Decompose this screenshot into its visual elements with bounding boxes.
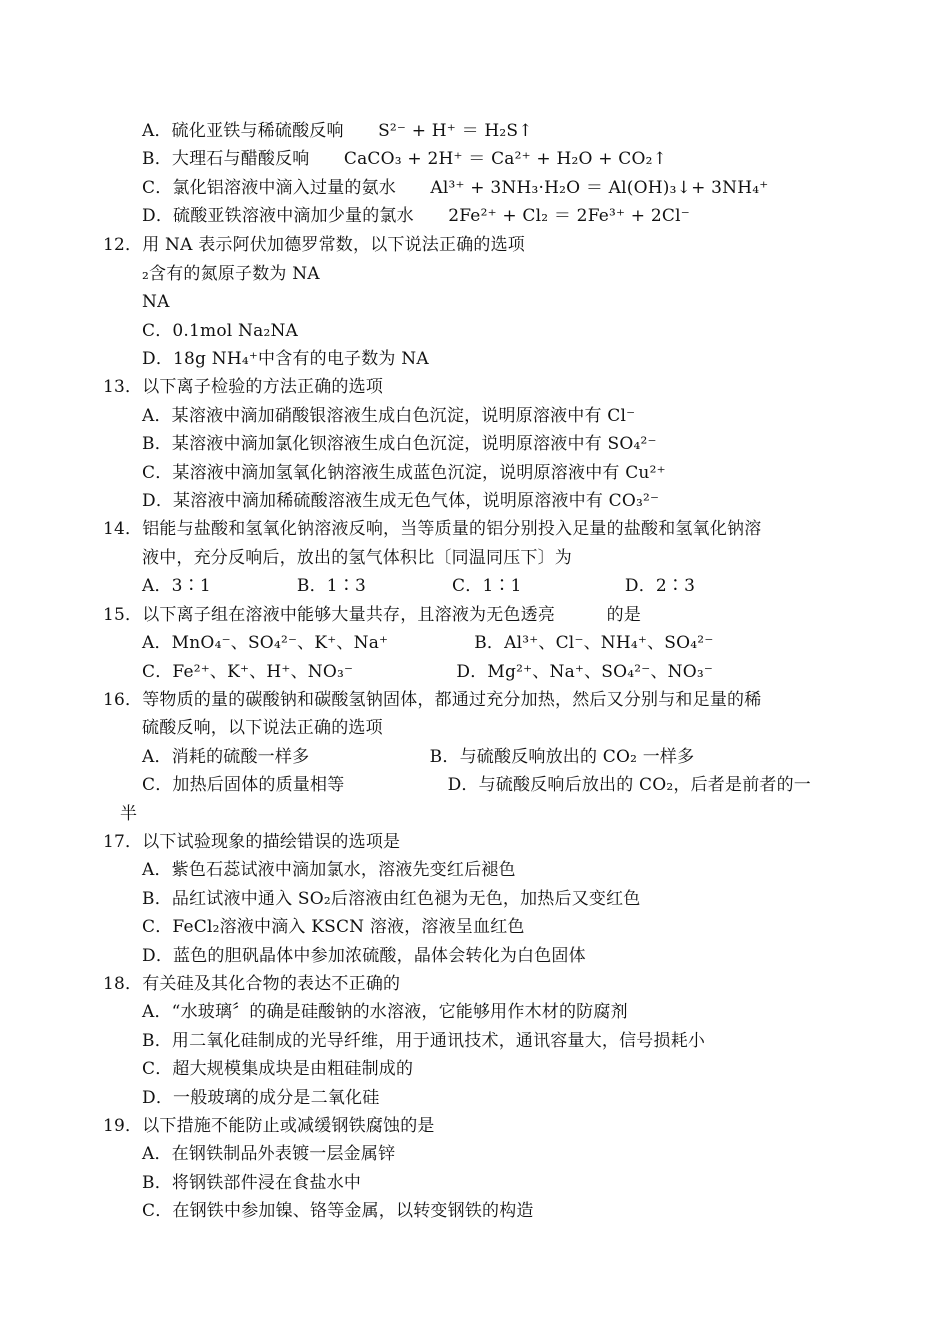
answer-option: A．3∶1 B．1∶3 C．1∶1 D．2∶3 xyxy=(142,576,696,596)
answer-option: A．硫化亚铁与稀硫酸反响 S²⁻ + H⁺ ＝ H₂S↑ xyxy=(142,121,533,141)
text-line: 液中，充分反响后，放出的氢气体积比〔同温同压下〕为 xyxy=(142,548,572,568)
question-stem: 19．以下措施不能防止或减缓钢铁腐蚀的是 xyxy=(103,1116,435,1136)
answer-option: B．用二氧化硅制成的光导纤维，用于通讯技术，通讯容量大，信号损耗小 xyxy=(142,1031,706,1051)
answer-option: B．品红试液中通入 SO₂后溶液由红色褪为无色，加热后又变红色 xyxy=(142,889,641,909)
text-line: 半 xyxy=(120,804,138,824)
question-stem: 15．以下离子组在溶液中能够大量共存，且溶液为无色透亮 的是 xyxy=(103,605,642,625)
answer-option: C．在钢铁中参加镍、铬等金属，以转变钢铁的构造 xyxy=(142,1201,534,1221)
answer-option: D．18g NH₄⁺中含有的电子数为 NA xyxy=(142,349,429,369)
question-stem: 17．以下试验现象的描绘错误的选项是 xyxy=(103,832,401,852)
answer-option: A．某溶液中滴加硝酸银溶液生成白色沉淀，说明原溶液中有 Cl⁻ xyxy=(142,406,636,426)
answer-option: B．某溶液中滴加氯化钡溶液生成白色沉淀，说明原溶液中有 SO₄²⁻ xyxy=(142,434,657,454)
question-stem: 13．以下离子检验的方法正确的选项 xyxy=(103,377,384,397)
answer-option: NA xyxy=(142,292,170,312)
text-line: 硫酸反响，以下说法正确的选项 xyxy=(142,718,383,738)
answer-option: A．“水玻璃〞的确是硅酸钠的水溶液，它能够用作木材的防腐剂 xyxy=(142,1002,628,1022)
answer-option: C．加热后固体的质量相等 D．与硫酸反响后放出的 CO₂，后者是前者的一 xyxy=(142,775,811,795)
answer-option: C．氯化铝溶液中滴入过量的氨水 Al³⁺ + 3NH₃·H₂O ＝ Al(OH)₃↓+ 3NH₄⁺ xyxy=(142,178,769,198)
question-stem: 12．用 NA 表示阿伏加德罗常数，以下说法正确的选项 xyxy=(103,235,525,255)
answer-option: A．消耗的硫酸一样多 B．与硫酸反响放出的 CO₂ 一样多 xyxy=(142,747,695,767)
question-stem: 14．铝能与盐酸和氢氧化钠溶液反响，当等质量的铝分别投入足量的盐酸和氢氧化钠溶 xyxy=(103,519,762,539)
answer-option: A．MnO₄⁻、SO₄²⁻、K⁺、Na⁺ B．Al³⁺、Cl⁻、NH₄⁺、SO₄²⁻ xyxy=(142,633,714,653)
answer-option: C．FeCl₂溶液中滴入 KSCN 溶液，溶液呈血红色 xyxy=(142,917,525,937)
answer-option: A．在钢铁制品外表镀一层金属锌 xyxy=(142,1144,396,1164)
answer-option: C．Fe²⁺、K⁺、H⁺、NO₃⁻ D．Mg²⁺、Na⁺、SO₄²⁻、NO₃⁻ xyxy=(142,662,714,682)
answer-option: D．某溶液中滴加稀硫酸溶液生成无色气体，说明原溶液中有 CO₃²⁻ xyxy=(142,491,660,511)
answer-option: C．超大规模集成块是由粗硅制成的 xyxy=(142,1059,414,1079)
answer-option: D．蓝色的胆矾晶体中参加浓硫酸，晶体会转化为白色固体 xyxy=(142,946,586,966)
answer-option: B．将钢铁部件浸在食盐水中 xyxy=(142,1173,362,1193)
answer-option: A．紫色石蕊试液中滴加氯水，溶液先变红后褪色 xyxy=(142,860,516,880)
answer-option: ₂含有的氮原子数为 NA xyxy=(142,264,320,284)
question-stem: 16．等物质的量的碳酸钠和碳酸氢钠固体，都通过充分加热，然后又分别与和足量的稀 xyxy=(103,690,762,710)
answer-option: D．硫酸亚铁溶液中滴加少量的氯水 2Fe²⁺ + Cl₂ ＝ 2Fe³⁺ + 2Cl⁻ xyxy=(142,206,690,226)
answer-option: C．0.1mol Na₂NA xyxy=(142,321,299,341)
question-stem: 18．有关硅及其化合物的表达不正确的 xyxy=(103,974,401,994)
answer-option: B．大理石与醋酸反响 CaCO₃ + 2H⁺ ＝ Ca²⁺ + H₂O + CO₂↑ xyxy=(142,149,668,169)
answer-option: C．某溶液中滴加氢氧化钠溶液生成蓝色沉淀，说明原溶液中有 Cu²⁺ xyxy=(142,463,666,483)
answer-option: D．一般玻璃的成分是二氧化硅 xyxy=(142,1088,380,1108)
